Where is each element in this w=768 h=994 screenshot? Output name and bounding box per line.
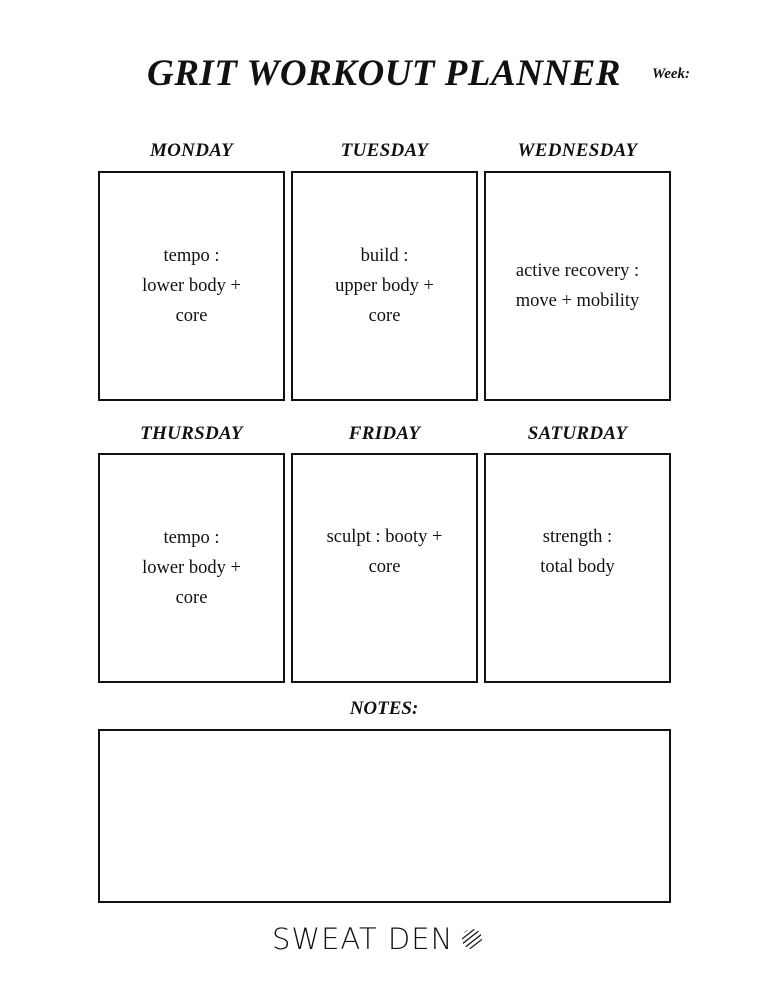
day-box-wednesday	[484, 171, 671, 401]
day-label-saturday: SATURDAY	[527, 423, 628, 444]
planner-title: GRIT WORKOUT PLANNER	[147, 53, 621, 94]
workout-text-tuesday: build : upper body + core	[335, 246, 434, 326]
brand-name: SWEAT DEN	[272, 922, 454, 956]
day-label-friday: FRIDAY	[348, 423, 421, 444]
workout-text-monday: tempo : lower body + core	[142, 246, 241, 326]
day-box-tuesday	[291, 171, 478, 401]
day-label-thursday: THURSDAY	[140, 423, 243, 444]
workout-text-wednesday: active recovery : move + mobility	[515, 261, 640, 311]
day-label-wednesday: WEDNESDAY	[517, 140, 638, 161]
day-box-friday	[291, 453, 478, 683]
day-box-monday	[98, 171, 285, 401]
striped-circle-logo-icon	[461, 926, 483, 952]
day-box-thursday	[98, 453, 285, 683]
day-label-monday: MONDAY	[149, 140, 234, 161]
notes-box[interactable]	[98, 729, 671, 903]
workout-text-thursday: tempo : lower body + core	[142, 528, 241, 608]
brand-logo	[272, 922, 483, 956]
day-label-tuesday: TUESDAY	[340, 140, 429, 161]
notes-label: NOTES:	[349, 698, 419, 719]
workout-text-saturday: strength : total body	[540, 527, 615, 577]
workout-text-friday: sculpt : booty + core	[326, 527, 443, 577]
day-box-saturday	[484, 453, 671, 683]
week-label: Week:	[652, 66, 691, 82]
